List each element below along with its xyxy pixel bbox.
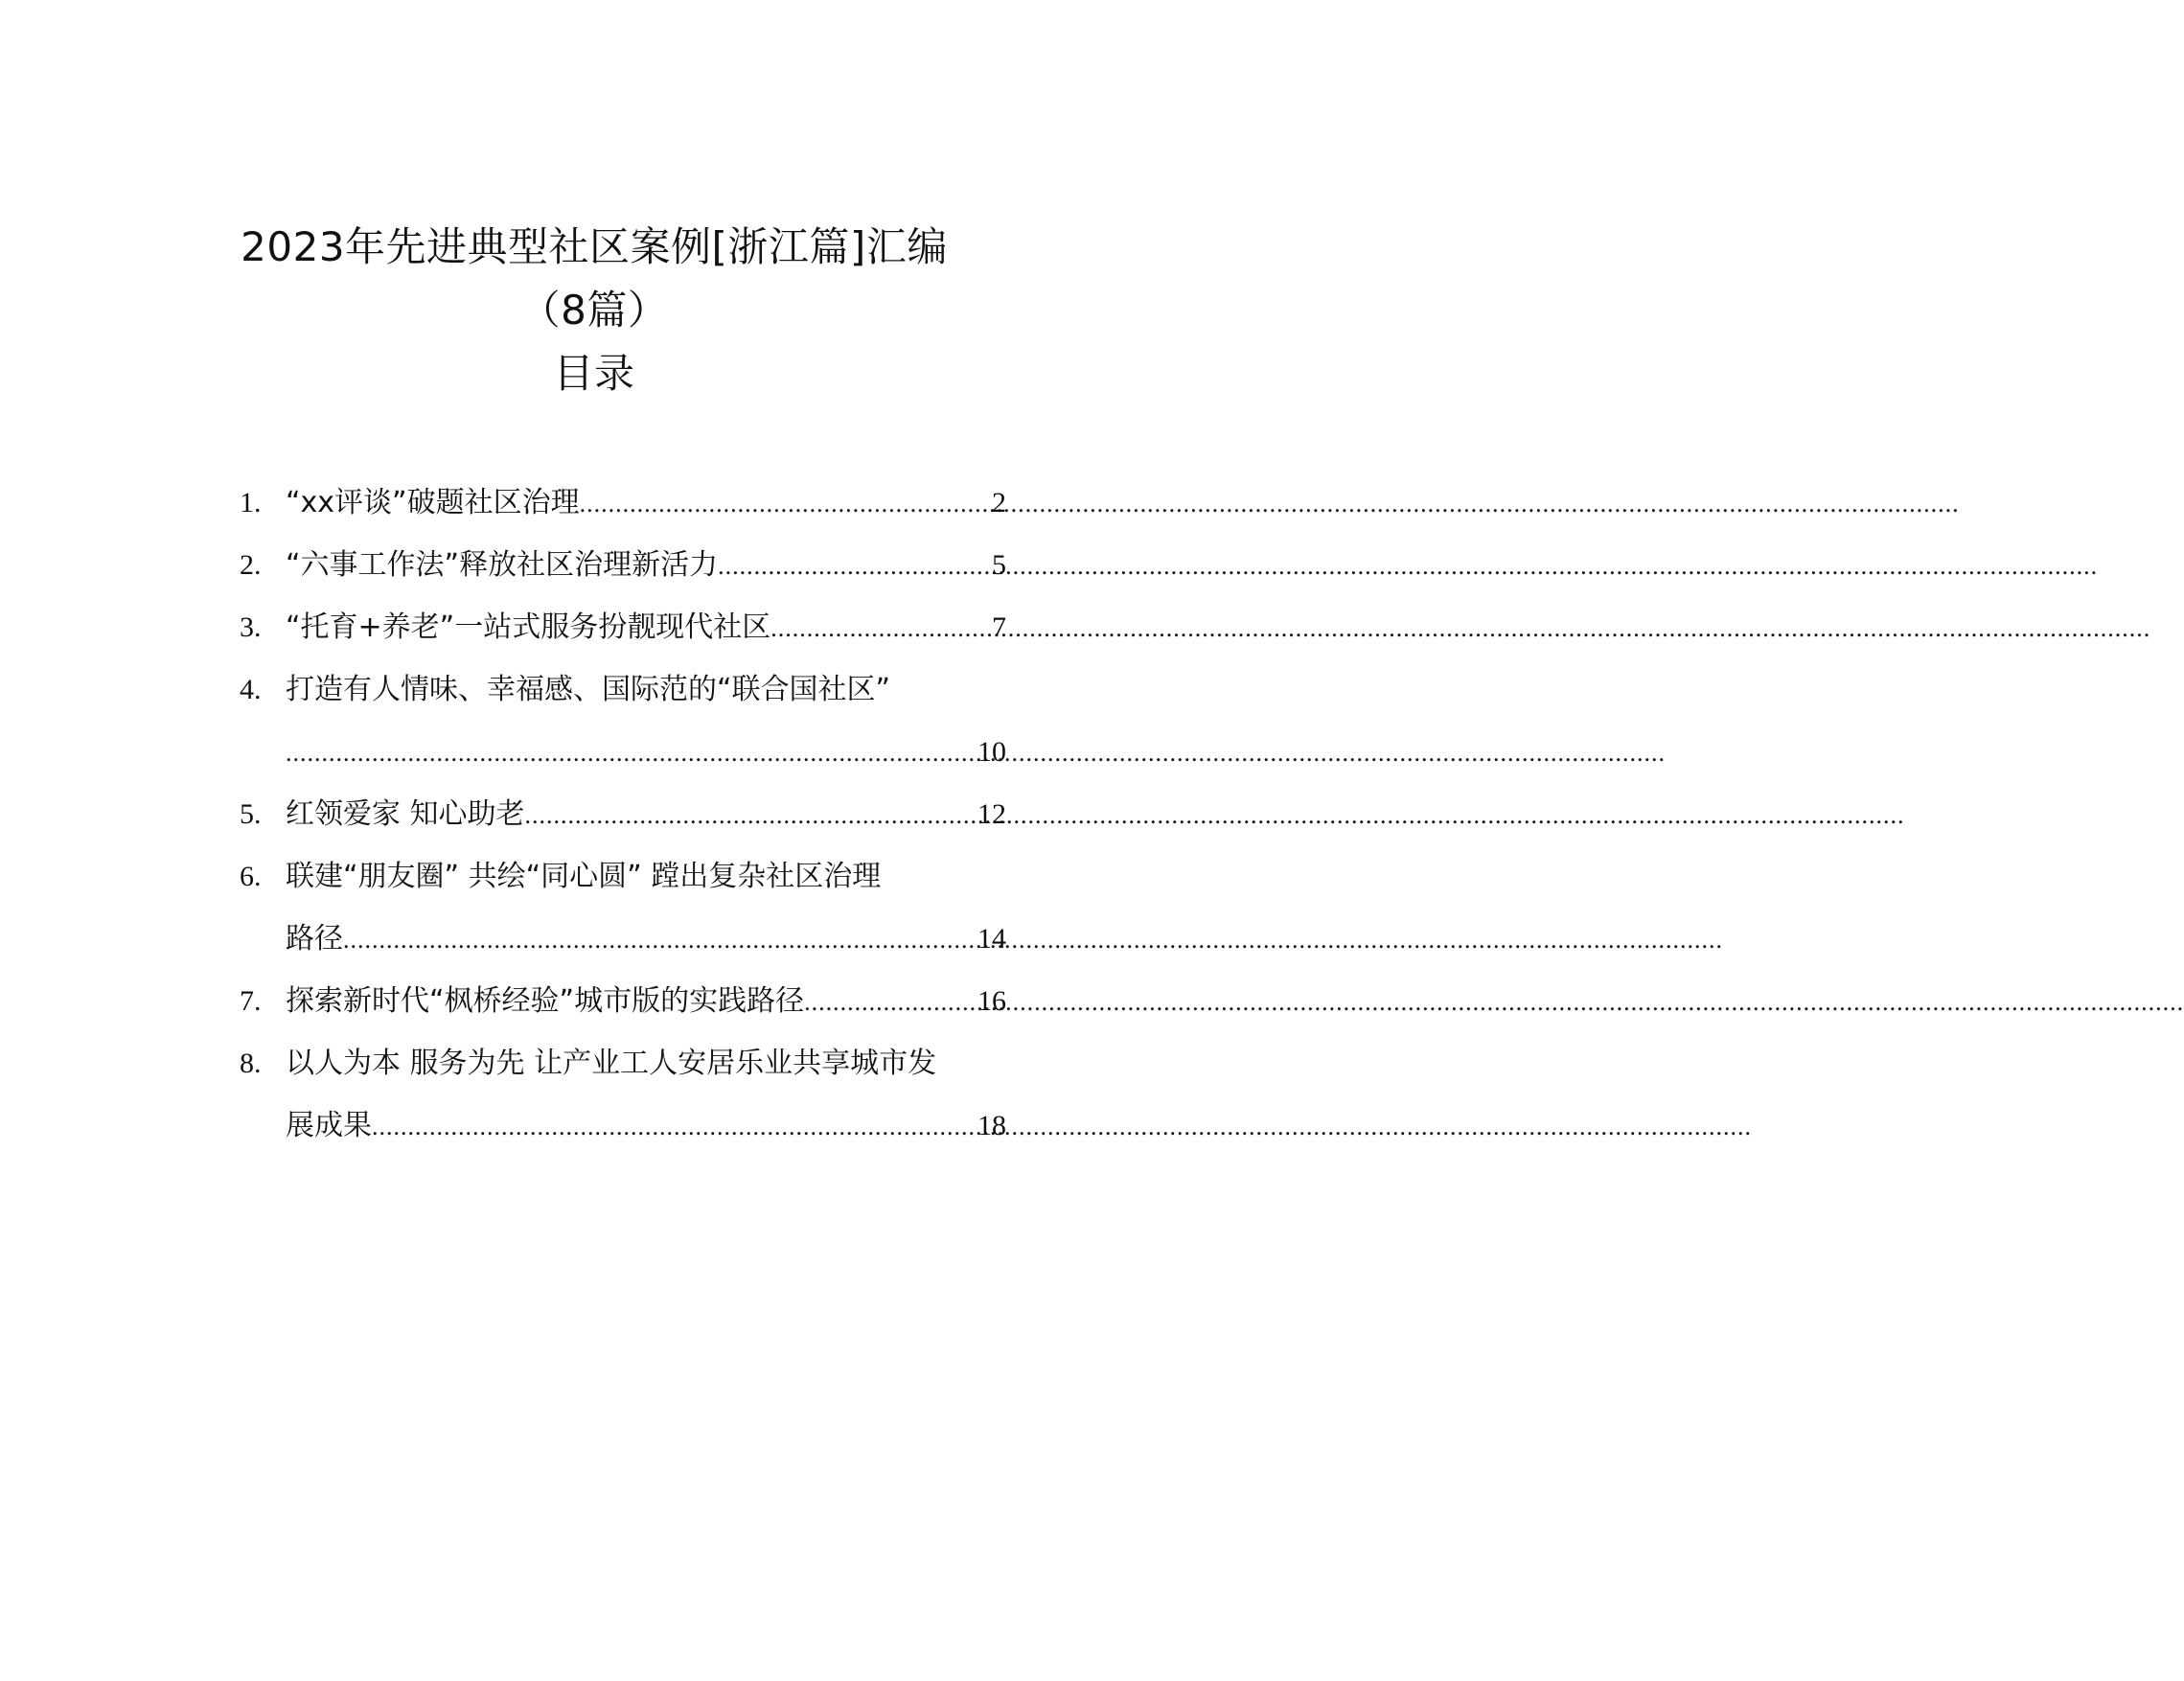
toc-entry-page: 10 [977,736,1006,768]
toc-entry-title: 联建“朋友圈” 共绘“同心圆” 蹚出复杂社区治理 [286,860,882,893]
toc-entry-8[interactable] [240,1032,1006,1157]
toc-entry-page: 14 [977,923,1006,955]
toc-entry-number: 6. [240,861,262,892]
toc-entry-page: 18 [977,1110,1006,1141]
toc-dot-leader [804,971,976,1033]
toc-entry-7[interactable] [240,970,1006,1032]
toc-dot-leader [343,909,976,971]
toc-heading: 目录 [553,350,635,397]
toc-entry-page: 16 [977,985,1006,1017]
toc-entry-title-continued: 展成果 [286,1109,372,1142]
toc-entry-title: 红领爱家 知心助老 [286,797,525,831]
toc-dot-leader [718,535,990,597]
toc-entry-title: “六事工作法”释放社区治理新活力 [286,548,719,582]
toc-entry-title: 打造有人情味、幸福感、国际范的“联合国社区” [286,673,891,706]
toc-dot-leader [770,597,990,659]
toc-dot-leader [525,784,976,846]
toc-entry-number: 2. [240,549,262,581]
toc-entry-number: 4. [240,674,262,705]
toc-entry-title: 以人为本 服务为先 让产业工人安居乐业共享城市发 [286,1047,937,1080]
title-main: 2023年先进典型社区案例[浙江篇]汇编 [241,223,948,270]
toc-entry-number: 3. [240,611,262,643]
title-count: （8篇） [519,287,669,334]
toc-dot-leader [286,722,976,784]
toc-entry-number: 5. [240,798,262,830]
toc-entry-page: 5 [992,549,1006,581]
toc-entry-title: “xx评谈”破题社区治理 [286,486,580,519]
toc-entry-title: “托育+养老”一站式服务扮靓现代社区 [286,610,771,644]
toc-entry-1[interactable] [240,472,1006,534]
toc-entry-page: 2 [992,487,1006,518]
table-of-contents [240,472,1006,1157]
toc-entry-5[interactable] [240,783,1006,845]
toc-entry-title-continued: 路径 [286,922,343,956]
toc-entry-number: 8. [240,1048,262,1079]
toc-dot-leader [580,472,990,535]
toc-entry-2[interactable] [240,534,1006,596]
toc-entry-page: 12 [977,798,1006,830]
toc-entry-3[interactable] [240,596,1006,658]
toc-entry-4[interactable] [240,658,1006,783]
toc-entry-title: 探索新时代“枫桥经验”城市版的实践路径 [286,984,805,1018]
toc-dot-leader [372,1095,976,1158]
document-title [0,216,1188,405]
toc-entry-number: 1. [240,487,262,518]
toc-entry-6[interactable] [240,845,1006,970]
toc-entry-number: 7. [240,985,262,1017]
toc-entry-page: 7 [992,611,1006,643]
